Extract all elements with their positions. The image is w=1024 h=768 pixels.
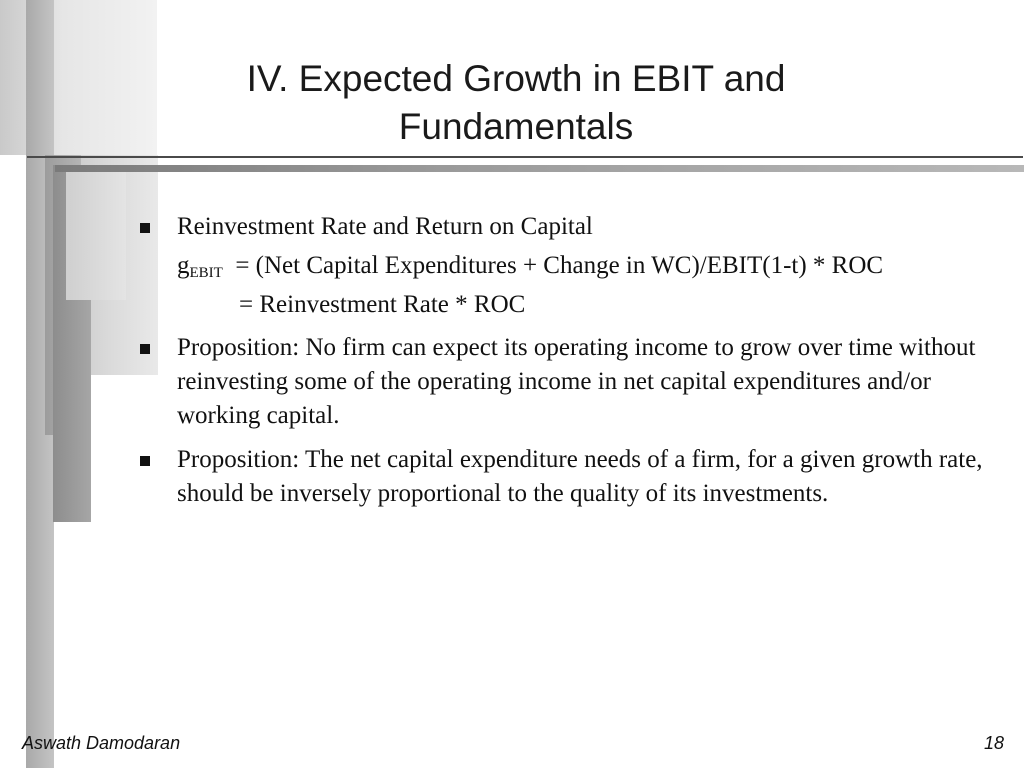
slide-title-line1: IV. Expected Growth in EBIT and <box>246 58 786 99</box>
formula-line-1 <box>177 250 1000 289</box>
formula-rhs-1: = (Net Capital Expenditures + Change in WC)/EBIT(1-t) * ROC <box>235 252 884 279</box>
slide-title-line2: Fundamentals <box>398 106 634 147</box>
bullet-text: Reinvestment Rate and Return on Capital <box>177 213 593 240</box>
formula-subscript: EBIT <box>189 265 223 281</box>
square-bullet-icon <box>140 223 150 233</box>
square-bullet-icon <box>140 344 150 354</box>
decor-block-top <box>0 0 157 155</box>
footer-author: Aswath Damodaran <box>22 733 181 753</box>
bullet-item <box>140 331 1000 433</box>
formula-line-2 <box>177 289 1000 321</box>
bullet-item <box>140 210 1000 244</box>
bullet-text: Proposition: The net capital expenditure needs of a firm, for a given growth rate, should be inversely proportional to the quality of its investments. <box>177 446 983 507</box>
bullet-text: Proposition: No firm can expect its operating income to grow over time without reinvesting some of the operating income in net capital expenditures and/or working capital. <box>177 334 976 429</box>
slide-title <box>160 55 872 151</box>
formula-variable: $g_{EBIT}$ <box>177 252 223 281</box>
slide-body <box>140 210 1000 511</box>
formula-rhs-2: = Reinvestment Rate * ROC <box>239 291 526 318</box>
bullet-item <box>140 443 1000 511</box>
square-bullet-icon <box>140 456 150 466</box>
decor-block-light <box>66 172 126 300</box>
growth-formula <box>140 250 1000 321</box>
title-rule <box>27 156 1023 158</box>
page-number: 18 <box>983 733 1004 753</box>
title-rule-shadow <box>55 165 1024 172</box>
